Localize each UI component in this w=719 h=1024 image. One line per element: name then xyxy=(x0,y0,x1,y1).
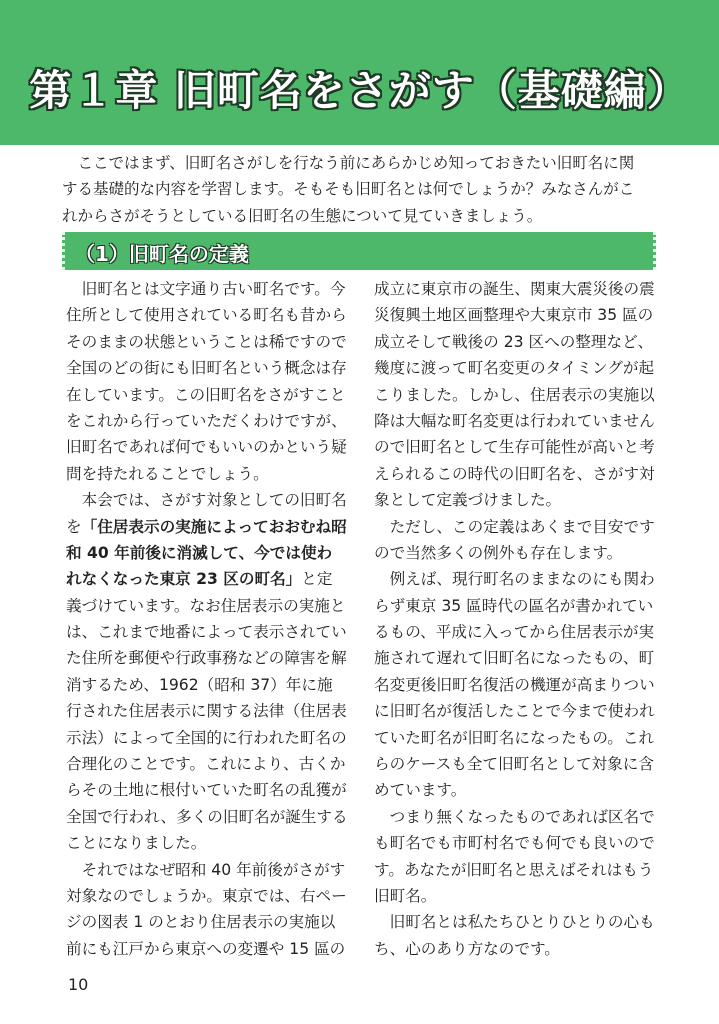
bold-definition-text: 和 40 年前後に消滅して、今では使わ xyxy=(66,543,333,562)
section-title: （1）旧町名の定義 xyxy=(75,242,249,266)
text-line: は、これまで地番によって表示されてい xyxy=(66,623,347,642)
text-line: そのままの状態ということは稀ですので xyxy=(66,332,347,351)
paragraph xyxy=(62,150,662,229)
left-column xyxy=(66,276,356,962)
bold-definition-text: 「住居表示の実施によっておおむね昭 xyxy=(81,517,347,536)
text-line: れからさがそうとしている旧町名の生態について見ていきましょう。 xyxy=(62,206,543,225)
text-line: 住所として使用されている町名も昔から xyxy=(66,306,347,325)
section-heading-bar xyxy=(62,232,656,270)
text-line: らず東京 35 區時代の區名が書かれてい xyxy=(374,596,654,615)
text-line: 義づけています。なお住居表示の実施と xyxy=(66,596,346,615)
text-line: 降は大幅な町名変更は行われていません xyxy=(374,411,655,430)
text-span: を xyxy=(66,517,82,536)
paragraph xyxy=(66,857,356,963)
text-line: 旧町名とは文字通り古い町名です。今 xyxy=(81,280,346,298)
text-line: ここではまず、旧町名さがしを行なう前にあらかじめ知っておきたい旧町名に関 xyxy=(77,154,635,172)
text-line: えられるこの時代の旧町名を、さがす対 xyxy=(374,464,655,483)
text-line: めています。 xyxy=(374,781,467,800)
text-line: 示法）によって全国的に行われた町名の xyxy=(66,728,347,747)
text-line: も町名でも市町村名でも何でも良いので xyxy=(374,834,655,853)
text-line: ジの図表 1 のとおり住居表示の実施以 xyxy=(66,913,336,932)
text-line: 対象なのでしょうか。東京では、右ペー xyxy=(66,886,347,905)
text-line: ことになりました。 xyxy=(66,834,207,853)
text-line: こりました。しかし、住居表示の実施以 xyxy=(374,385,655,404)
text-line: 消するため、1962（昭和 37）年に施 xyxy=(66,675,333,694)
text-line: する基礎的な内容を学習します。そもそも旧町名とは何でしょうか？みなさんがこ xyxy=(62,180,635,199)
text-line: らその土地に根付いていた町名の乱獲が xyxy=(66,781,347,800)
bold-definition-text: れなくなった東京 23 区の町名」 xyxy=(66,570,302,589)
paragraph xyxy=(374,514,664,567)
text-line: 施されて遅れて旧町名になったもの、町 xyxy=(374,649,655,668)
text-line: ち、心のあり方なのです。 xyxy=(374,939,560,958)
paragraph xyxy=(374,909,664,962)
text-line: ので当然多くの例外も存在します。 xyxy=(374,543,623,562)
text-line: 成立に東京市の誕生、関東大震災後の震 xyxy=(374,280,655,298)
text-line: それではなぜ昭和 40 年前後がさがす xyxy=(81,860,346,879)
text-line: 災復興土地区画整理や大東京市 35 區の xyxy=(374,306,654,325)
chapter-title: 第１章 旧町名をさがす（基礎編） xyxy=(29,66,690,115)
text-span: と定 xyxy=(301,570,333,589)
text-line: 合理化のことです。これにより、古くか xyxy=(66,755,346,774)
paragraph xyxy=(66,487,356,856)
text-line: た住所を郵便や行政事務などの障害を解 xyxy=(66,649,347,668)
text-line: 問を持たれることでしょう。 xyxy=(66,464,269,483)
text-line: 旧町名。 xyxy=(374,886,437,905)
text-line: す。あなたが旧町名と思えばそれはもう xyxy=(374,860,654,879)
page-number: 10 xyxy=(68,975,89,994)
intro-paragraph xyxy=(62,150,662,229)
text-line xyxy=(66,540,356,566)
text-line: 行された住居表示に関する法律（住居表 xyxy=(66,702,347,721)
text-line: らのケースも全て旧町名として対象に含 xyxy=(374,755,654,774)
text-line xyxy=(66,514,356,540)
text-line: 全国で行われ、多くの旧町名が誕生する xyxy=(66,807,348,826)
text-line: 旧町名であれば何でもいいのかという疑 xyxy=(66,438,347,457)
text-line: 名変更後旧町名復活の機運が高まりつい xyxy=(374,675,655,694)
right-column xyxy=(374,276,664,962)
text-line: つまり無くなったものであれば区名で xyxy=(389,807,655,826)
text-line: 幾度に渡って町名変更のタイミングが起 xyxy=(374,359,655,378)
text-line: 成立そして戦後の 23 区への整理など、 xyxy=(374,332,654,351)
paragraph xyxy=(374,566,664,804)
paragraph xyxy=(66,276,356,487)
text-line: 前にも江戸から東京への変遷や 15 區の xyxy=(66,939,346,958)
text-line: ので旧町名として生存可能性が高いと考 xyxy=(374,438,655,457)
text-line: に旧町名が復活したことで今まで使われ xyxy=(374,702,655,721)
text-line: ただし、この定義はあくまで目安です xyxy=(389,517,655,536)
text-line: をこれから行っていただくわけですが、 xyxy=(66,411,347,430)
chapter-header-band xyxy=(0,0,719,145)
text-line: ていた町名が旧町名になったもの。これ xyxy=(374,728,655,747)
text-line: 在しています。この旧町名をさがすこと xyxy=(66,385,346,404)
paragraph xyxy=(374,804,664,910)
text-line: 旧町名とは私たちひとりひとりの心も xyxy=(389,913,655,932)
text-line: 本会では、さがす対象としての旧町名 xyxy=(81,491,347,510)
paragraph xyxy=(374,276,664,514)
text-line: 象として定義づけました。 xyxy=(374,491,562,510)
text-line: 全国のどの街にも旧町名という概念は存 xyxy=(66,359,347,378)
text-line: るもの、平成に入ってから住居表示が実 xyxy=(374,623,655,642)
text-line xyxy=(66,566,356,592)
text-line: 例えば、現行町名のままなのにも関わ xyxy=(389,570,655,589)
